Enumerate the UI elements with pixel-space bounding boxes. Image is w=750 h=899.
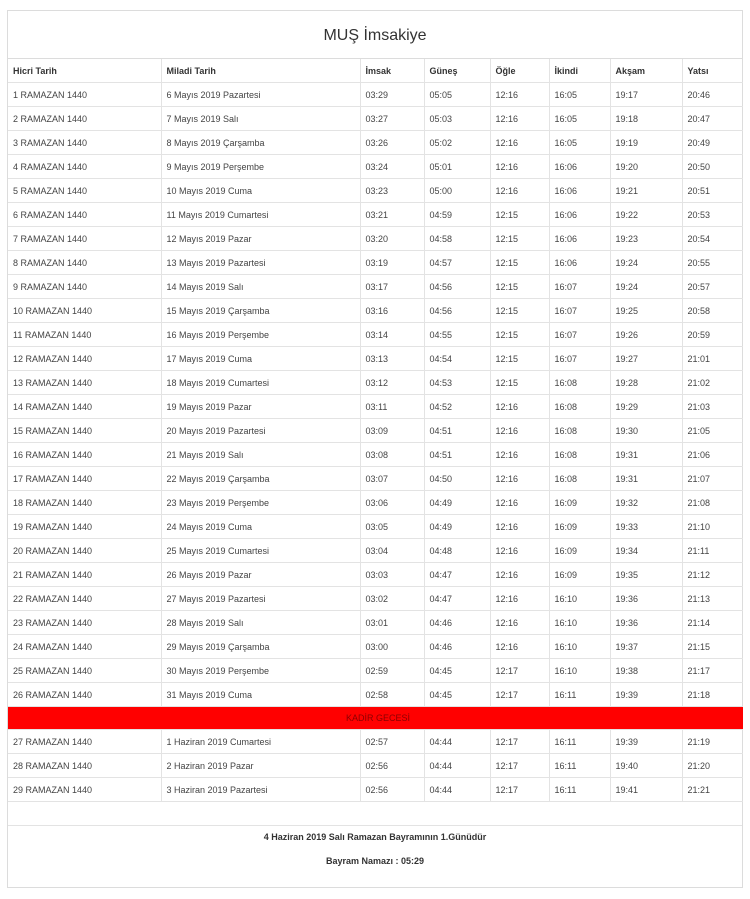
- aksam-cell: 19:20: [610, 155, 682, 179]
- yatsi-cell: 21:21: [682, 778, 743, 802]
- aksam-cell: 19:30: [610, 419, 682, 443]
- ikindi-cell: 16:10: [549, 659, 610, 683]
- miladi-tarih-cell: 18 Mayıs 2019 Cumartesi: [161, 371, 360, 395]
- miladi-tarih-cell: 13 Mayıs 2019 Pazartesi: [161, 251, 360, 275]
- imsak-cell: 03:29: [360, 83, 424, 107]
- imsak-cell: 03:12: [360, 371, 424, 395]
- ikindi-cell: 16:09: [549, 563, 610, 587]
- table-row: [8, 778, 743, 802]
- ikindi-cell: 16:08: [549, 371, 610, 395]
- gunes-cell: 04:48: [424, 539, 490, 563]
- ikindi-cell: 16:11: [549, 730, 610, 754]
- miladi-tarih-cell: 23 Mayıs 2019 Perşembe: [161, 491, 360, 515]
- hicri-tarih-cell: 8 RAMAZAN 1440: [8, 251, 161, 275]
- hicri-tarih-cell: 16 RAMAZAN 1440: [8, 443, 161, 467]
- aksam-cell: 19:41: [610, 778, 682, 802]
- kadir-gecesi-label: KADİR GECESİ: [8, 707, 743, 730]
- yatsi-cell: 20:49: [682, 131, 743, 155]
- ogle-cell: 12:16: [490, 179, 549, 203]
- hicri-tarih-cell: 28 RAMAZAN 1440: [8, 754, 161, 778]
- table-row: [8, 443, 743, 467]
- yatsi-cell: 21:18: [682, 683, 743, 707]
- imsak-cell: 03:08: [360, 443, 424, 467]
- ikindi-cell: 16:06: [549, 227, 610, 251]
- imsak-cell: 02:56: [360, 754, 424, 778]
- aksam-cell: 19:28: [610, 371, 682, 395]
- hicri-tarih-cell: 3 RAMAZAN 1440: [8, 131, 161, 155]
- ogle-cell: 12:16: [490, 443, 549, 467]
- hicri-tarih-cell: 12 RAMAZAN 1440: [8, 347, 161, 371]
- imsak-cell: 03:26: [360, 131, 424, 155]
- table-row: [8, 515, 743, 539]
- table-row: [8, 754, 743, 778]
- yatsi-cell: 20:46: [682, 83, 743, 107]
- gunes-cell: 04:50: [424, 467, 490, 491]
- ogle-cell: 12:17: [490, 659, 549, 683]
- imsak-cell: 03:06: [360, 491, 424, 515]
- table-row: [8, 107, 743, 131]
- gunes-cell: 04:46: [424, 635, 490, 659]
- imsak-cell: 03:07: [360, 467, 424, 491]
- table-row: [8, 563, 743, 587]
- gunes-cell: 04:47: [424, 587, 490, 611]
- gunes-cell: 04:49: [424, 491, 490, 515]
- imsak-cell: 02:59: [360, 659, 424, 683]
- gunes-cell: 05:00: [424, 179, 490, 203]
- aksam-cell: 19:25: [610, 299, 682, 323]
- gunes-cell: 04:44: [424, 730, 490, 754]
- hicri-tarih-cell: 13 RAMAZAN 1440: [8, 371, 161, 395]
- gunes-cell: 04:45: [424, 659, 490, 683]
- gunes-cell: 04:47: [424, 563, 490, 587]
- miladi-tarih-cell: 25 Mayıs 2019 Cumartesi: [161, 539, 360, 563]
- aksam-cell: 19:36: [610, 587, 682, 611]
- gunes-cell: 05:02: [424, 131, 490, 155]
- ikindi-cell: 16:11: [549, 683, 610, 707]
- table-row: [8, 179, 743, 203]
- gunes-cell: 04:56: [424, 299, 490, 323]
- miladi-tarih-cell: 17 Mayıs 2019 Cuma: [161, 347, 360, 371]
- table-row: [8, 395, 743, 419]
- yatsi-cell: 21:15: [682, 635, 743, 659]
- aksam-cell: 19:34: [610, 539, 682, 563]
- table-row: [8, 227, 743, 251]
- table-row: [8, 83, 743, 107]
- hicri-tarih-cell: 1 RAMAZAN 1440: [8, 83, 161, 107]
- hicri-tarih-cell: 18 RAMAZAN 1440: [8, 491, 161, 515]
- yatsi-cell: 21:03: [682, 395, 743, 419]
- yatsi-cell: 21:19: [682, 730, 743, 754]
- gunes-cell: 04:54: [424, 347, 490, 371]
- miladi-tarih-cell: 19 Mayıs 2019 Pazar: [161, 395, 360, 419]
- gunes-cell: 04:44: [424, 754, 490, 778]
- ikindi-cell: 16:08: [549, 395, 610, 419]
- yatsi-cell: 20:59: [682, 323, 743, 347]
- aksam-cell: 19:32: [610, 491, 682, 515]
- imsak-cell: 03:04: [360, 539, 424, 563]
- imsak-cell: 03:03: [360, 563, 424, 587]
- gunes-cell: 04:51: [424, 419, 490, 443]
- imsak-cell: 02:58: [360, 683, 424, 707]
- ikindi-cell: 16:11: [549, 754, 610, 778]
- ogle-cell: 12:16: [490, 395, 549, 419]
- ogle-cell: 12:16: [490, 587, 549, 611]
- hicri-tarih-cell: 26 RAMAZAN 1440: [8, 683, 161, 707]
- miladi-tarih-cell: 16 Mayıs 2019 Perşembe: [161, 323, 360, 347]
- ikindi-cell: 16:08: [549, 443, 610, 467]
- ogle-cell: 12:15: [490, 299, 549, 323]
- table-body-after: [8, 730, 743, 802]
- hicri-tarih-cell: 5 RAMAZAN 1440: [8, 179, 161, 203]
- ogle-cell: 12:15: [490, 275, 549, 299]
- table-row: [8, 323, 743, 347]
- hicri-tarih-cell: 6 RAMAZAN 1440: [8, 203, 161, 227]
- yatsi-cell: 21:07: [682, 467, 743, 491]
- aksam-cell: 19:40: [610, 754, 682, 778]
- yatsi-cell: 21:17: [682, 659, 743, 683]
- spacer-row: [8, 802, 742, 826]
- header-yatsi: Yatsı: [682, 59, 743, 83]
- header-imsak: İmsak: [360, 59, 424, 83]
- hicri-tarih-cell: 27 RAMAZAN 1440: [8, 730, 161, 754]
- header-miladi-tarih: Miladi Tarih: [161, 59, 360, 83]
- ogle-cell: 12:16: [490, 131, 549, 155]
- header-ogle: Öğle: [490, 59, 549, 83]
- ikindi-cell: 16:06: [549, 203, 610, 227]
- table-row: [8, 299, 743, 323]
- hicri-tarih-cell: 17 RAMAZAN 1440: [8, 467, 161, 491]
- yatsi-cell: 21:12: [682, 563, 743, 587]
- yatsi-cell: 21:01: [682, 347, 743, 371]
- ogle-cell: 12:16: [490, 563, 549, 587]
- yatsi-cell: 21:05: [682, 419, 743, 443]
- miladi-tarih-cell: 12 Mayıs 2019 Pazar: [161, 227, 360, 251]
- yatsi-cell: 20:50: [682, 155, 743, 179]
- table-row: [8, 131, 743, 155]
- hicri-tarih-cell: 21 RAMAZAN 1440: [8, 563, 161, 587]
- aksam-cell: 19:33: [610, 515, 682, 539]
- yatsi-cell: 21:06: [682, 443, 743, 467]
- ogle-cell: 12:15: [490, 203, 549, 227]
- aksam-cell: 19:17: [610, 83, 682, 107]
- ogle-cell: 12:16: [490, 611, 549, 635]
- miladi-tarih-cell: 30 Mayıs 2019 Perşembe: [161, 659, 360, 683]
- hicri-tarih-cell: 11 RAMAZAN 1440: [8, 323, 161, 347]
- ikindi-cell: 16:06: [549, 155, 610, 179]
- gunes-cell: 04:46: [424, 611, 490, 635]
- ikindi-cell: 16:07: [549, 275, 610, 299]
- ikindi-cell: 16:10: [549, 635, 610, 659]
- hicri-tarih-cell: 29 RAMAZAN 1440: [8, 778, 161, 802]
- imsak-cell: 03:16: [360, 299, 424, 323]
- gunes-cell: 04:44: [424, 778, 490, 802]
- aksam-cell: 19:31: [610, 443, 682, 467]
- miladi-tarih-cell: 1 Haziran 2019 Cumartesi: [161, 730, 360, 754]
- special-row-group: [8, 707, 743, 730]
- imsak-cell: 03:14: [360, 323, 424, 347]
- aksam-cell: 19:23: [610, 227, 682, 251]
- hicri-tarih-cell: 2 RAMAZAN 1440: [8, 107, 161, 131]
- gunes-cell: 04:53: [424, 371, 490, 395]
- ikindi-cell: 16:05: [549, 131, 610, 155]
- header-ikindi: İkindi: [549, 59, 610, 83]
- table-header-row: [8, 59, 743, 83]
- aksam-cell: 19:38: [610, 659, 682, 683]
- yatsi-cell: 20:54: [682, 227, 743, 251]
- table-row: [8, 539, 743, 563]
- ikindi-cell: 16:07: [549, 347, 610, 371]
- ogle-cell: 12:16: [490, 155, 549, 179]
- ikindi-cell: 16:11: [549, 778, 610, 802]
- yatsi-cell: 21:08: [682, 491, 743, 515]
- imsak-cell: 03:20: [360, 227, 424, 251]
- miladi-tarih-cell: 3 Haziran 2019 Pazartesi: [161, 778, 360, 802]
- aksam-cell: 19:19: [610, 131, 682, 155]
- imsak-cell: 03:24: [360, 155, 424, 179]
- imsakiye-panel: [7, 10, 743, 888]
- miladi-tarih-cell: 6 Mayıs 2019 Pazartesi: [161, 83, 360, 107]
- ogle-cell: 12:17: [490, 754, 549, 778]
- yatsi-cell: 21:02: [682, 371, 743, 395]
- gunes-cell: 05:05: [424, 83, 490, 107]
- ogle-cell: 12:16: [490, 107, 549, 131]
- hicri-tarih-cell: 15 RAMAZAN 1440: [8, 419, 161, 443]
- yatsi-cell: 20:47: [682, 107, 743, 131]
- table-row: [8, 371, 743, 395]
- table-row: [8, 275, 743, 299]
- ikindi-cell: 16:09: [549, 515, 610, 539]
- header-aksam: Akşam: [610, 59, 682, 83]
- ikindi-cell: 16:09: [549, 539, 610, 563]
- aksam-cell: 19:21: [610, 179, 682, 203]
- ikindi-cell: 16:09: [549, 491, 610, 515]
- gunes-cell: 04:49: [424, 515, 490, 539]
- yatsi-cell: 21:20: [682, 754, 743, 778]
- ogle-cell: 12:16: [490, 635, 549, 659]
- imsak-cell: 03:21: [360, 203, 424, 227]
- ikindi-cell: 16:07: [549, 323, 610, 347]
- page-title: MUŞ İmsakiye: [8, 11, 742, 59]
- yatsi-cell: 21:14: [682, 611, 743, 635]
- table-row: [8, 347, 743, 371]
- miladi-tarih-cell: 26 Mayıs 2019 Pazar: [161, 563, 360, 587]
- gunes-cell: 04:57: [424, 251, 490, 275]
- yatsi-cell: 20:53: [682, 203, 743, 227]
- miladi-tarih-cell: 11 Mayıs 2019 Cumartesi: [161, 203, 360, 227]
- imsak-cell: 03:17: [360, 275, 424, 299]
- miladi-tarih-cell: 15 Mayıs 2019 Çarşamba: [161, 299, 360, 323]
- yatsi-cell: 20:58: [682, 299, 743, 323]
- miladi-tarih-cell: 29 Mayıs 2019 Çarşamba: [161, 635, 360, 659]
- gunes-cell: 05:01: [424, 155, 490, 179]
- table-row: [8, 611, 743, 635]
- yatsi-cell: 20:57: [682, 275, 743, 299]
- hicri-tarih-cell: 22 RAMAZAN 1440: [8, 587, 161, 611]
- header-gunes: Güneş: [424, 59, 490, 83]
- yatsi-cell: 20:55: [682, 251, 743, 275]
- miladi-tarih-cell: 28 Mayıs 2019 Salı: [161, 611, 360, 635]
- imsak-cell: 03:01: [360, 611, 424, 635]
- aksam-cell: 19:27: [610, 347, 682, 371]
- yatsi-cell: 21:11: [682, 539, 743, 563]
- table-body: [8, 83, 743, 707]
- ogle-cell: 12:17: [490, 778, 549, 802]
- aksam-cell: 19:39: [610, 730, 682, 754]
- imsak-cell: 03:23: [360, 179, 424, 203]
- miladi-tarih-cell: 20 Mayıs 2019 Pazartesi: [161, 419, 360, 443]
- ikindi-cell: 16:06: [549, 251, 610, 275]
- aksam-cell: 19:36: [610, 611, 682, 635]
- aksam-cell: 19:24: [610, 251, 682, 275]
- imsak-cell: 03:02: [360, 587, 424, 611]
- miladi-tarih-cell: 2 Haziran 2019 Pazar: [161, 754, 360, 778]
- ogle-cell: 12:15: [490, 323, 549, 347]
- ogle-cell: 12:16: [490, 539, 549, 563]
- miladi-tarih-cell: 21 Mayıs 2019 Salı: [161, 443, 360, 467]
- table-row: [8, 587, 743, 611]
- miladi-tarih-cell: 27 Mayıs 2019 Pazartesi: [161, 587, 360, 611]
- gunes-cell: 04:55: [424, 323, 490, 347]
- imsak-cell: 03:11: [360, 395, 424, 419]
- table-row: [8, 491, 743, 515]
- ogle-cell: 12:16: [490, 83, 549, 107]
- aksam-cell: 19:39: [610, 683, 682, 707]
- gunes-cell: 04:58: [424, 227, 490, 251]
- table-row: [8, 419, 743, 443]
- table-row: [8, 730, 743, 754]
- yatsi-cell: 20:51: [682, 179, 743, 203]
- gunes-cell: 04:56: [424, 275, 490, 299]
- ogle-cell: 12:15: [490, 371, 549, 395]
- miladi-tarih-cell: 31 Mayıs 2019 Cuma: [161, 683, 360, 707]
- imsak-cell: 03:09: [360, 419, 424, 443]
- table-row: [8, 251, 743, 275]
- ikindi-cell: 16:08: [549, 419, 610, 443]
- aksam-cell: 19:24: [610, 275, 682, 299]
- ogle-cell: 12:16: [490, 491, 549, 515]
- miladi-tarih-cell: 22 Mayıs 2019 Çarşamba: [161, 467, 360, 491]
- miladi-tarih-cell: 10 Mayıs 2019 Cuma: [161, 179, 360, 203]
- ogle-cell: 12:15: [490, 347, 549, 371]
- table-row: [8, 683, 743, 707]
- table-row: [8, 203, 743, 227]
- miladi-tarih-cell: 24 Mayıs 2019 Cuma: [161, 515, 360, 539]
- bayram-info: 4 Haziran 2019 Salı Ramazan Bayramının 1.Günüdür: [263, 832, 487, 842]
- hicri-tarih-cell: 20 RAMAZAN 1440: [8, 539, 161, 563]
- bayram-namazi: Bayram Namazı : 05:29: [325, 856, 425, 866]
- table-row: [8, 155, 743, 179]
- imsak-cell: 03:27: [360, 107, 424, 131]
- ogle-cell: 12:16: [490, 419, 549, 443]
- kadir-gecesi-row: [8, 707, 743, 730]
- aksam-cell: 19:37: [610, 635, 682, 659]
- imsak-cell: 02:56: [360, 778, 424, 802]
- hicri-tarih-cell: 23 RAMAZAN 1440: [8, 611, 161, 635]
- ikindi-cell: 16:05: [549, 107, 610, 131]
- imsak-cell: 03:19: [360, 251, 424, 275]
- hicri-tarih-cell: 7 RAMAZAN 1440: [8, 227, 161, 251]
- imsak-cell: 03:05: [360, 515, 424, 539]
- aksam-cell: 19:31: [610, 467, 682, 491]
- aksam-cell: 19:22: [610, 203, 682, 227]
- ogle-cell: 12:15: [490, 251, 549, 275]
- hicri-tarih-cell: 25 RAMAZAN 1440: [8, 659, 161, 683]
- imsak-cell: 02:57: [360, 730, 424, 754]
- ogle-cell: 12:17: [490, 683, 549, 707]
- aksam-cell: 19:18: [610, 107, 682, 131]
- ikindi-cell: 16:08: [549, 467, 610, 491]
- ikindi-cell: 16:10: [549, 611, 610, 635]
- miladi-tarih-cell: 7 Mayıs 2019 Salı: [161, 107, 360, 131]
- yatsi-cell: 21:13: [682, 587, 743, 611]
- ikindi-cell: 16:07: [549, 299, 610, 323]
- ikindi-cell: 16:05: [549, 83, 610, 107]
- hicri-tarih-cell: 9 RAMAZAN 1440: [8, 275, 161, 299]
- gunes-cell: 05:03: [424, 107, 490, 131]
- hicri-tarih-cell: 10 RAMAZAN 1440: [8, 299, 161, 323]
- ogle-cell: 12:17: [490, 730, 549, 754]
- miladi-tarih-cell: 14 Mayıs 2019 Salı: [161, 275, 360, 299]
- yatsi-cell: 21:10: [682, 515, 743, 539]
- ogle-cell: 12:16: [490, 515, 549, 539]
- aksam-cell: 19:26: [610, 323, 682, 347]
- aksam-cell: 19:35: [610, 563, 682, 587]
- aksam-cell: 19:29: [610, 395, 682, 419]
- table-row: [8, 635, 743, 659]
- gunes-cell: 04:51: [424, 443, 490, 467]
- imsak-cell: 03:00: [360, 635, 424, 659]
- table-row: [8, 467, 743, 491]
- hicri-tarih-cell: 24 RAMAZAN 1440: [8, 635, 161, 659]
- header-hicri-tarih: Hicri Tarih: [8, 59, 161, 83]
- gunes-cell: 04:52: [424, 395, 490, 419]
- hicri-tarih-cell: 4 RAMAZAN 1440: [8, 155, 161, 179]
- hicri-tarih-cell: 19 RAMAZAN 1440: [8, 515, 161, 539]
- gunes-cell: 04:45: [424, 683, 490, 707]
- ikindi-cell: 16:06: [549, 179, 610, 203]
- gunes-cell: 04:59: [424, 203, 490, 227]
- ikindi-cell: 16:10: [549, 587, 610, 611]
- ogle-cell: 12:16: [490, 467, 549, 491]
- imsak-cell: 03:13: [360, 347, 424, 371]
- imsakiye-table: [8, 59, 743, 802]
- ogle-cell: 12:15: [490, 227, 549, 251]
- hicri-tarih-cell: 14 RAMAZAN 1440: [8, 395, 161, 419]
- miladi-tarih-cell: 8 Mayıs 2019 Çarşamba: [161, 131, 360, 155]
- miladi-tarih-cell: 9 Mayıs 2019 Perşembe: [161, 155, 360, 179]
- table-row: [8, 659, 743, 683]
